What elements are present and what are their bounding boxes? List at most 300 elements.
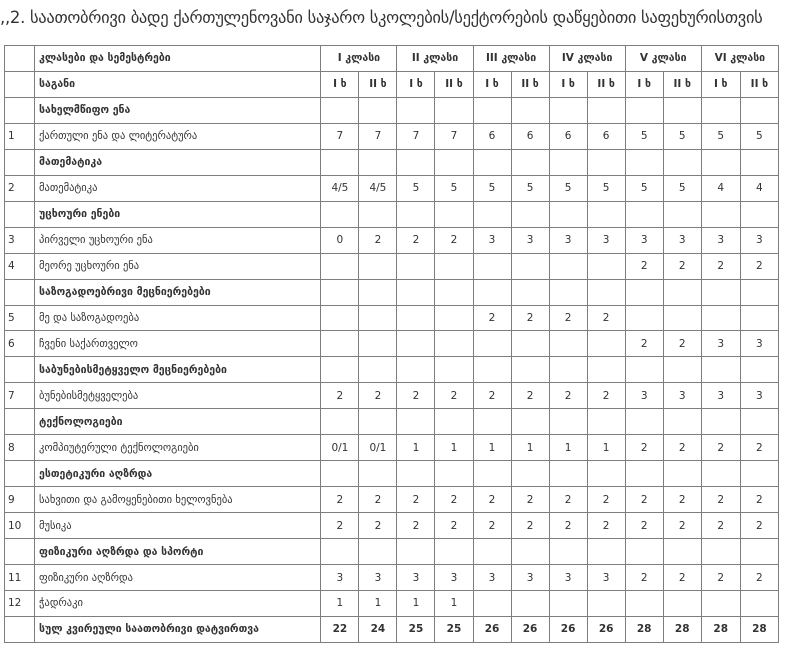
hours-cell: 2 xyxy=(701,435,740,461)
hours-cell: 28 xyxy=(663,616,701,642)
hours-cell: 3 xyxy=(321,565,359,591)
empty-cell xyxy=(740,409,778,435)
hours-cell xyxy=(435,253,473,279)
row-number-cell xyxy=(5,279,35,305)
semester-header: II ხ xyxy=(359,71,397,97)
empty-cell xyxy=(625,539,663,565)
section-label: საბუნებისმეტყველო მეცნიერებები xyxy=(35,357,321,383)
hours-cell: 2 xyxy=(511,383,549,409)
hours-cell: 2 xyxy=(701,253,740,279)
row-number-cell: 1 xyxy=(5,123,35,149)
hours-cell: 2 xyxy=(397,383,435,409)
subject-name: მეორე უცხოური ენა xyxy=(35,253,321,279)
empty-cell xyxy=(663,539,701,565)
hours-cell: 26 xyxy=(587,616,625,642)
empty-cell xyxy=(359,539,397,565)
row-number-cell: 4 xyxy=(5,253,35,279)
total-row xyxy=(5,616,779,642)
empty-cell xyxy=(549,201,587,227)
empty-cell xyxy=(359,461,397,487)
hours-cell: 26 xyxy=(473,616,511,642)
hours-cell: 1 xyxy=(359,591,397,617)
row-number-cell xyxy=(5,97,35,123)
hours-cell: 5 xyxy=(663,123,701,149)
hours-cell: 1 xyxy=(435,591,473,617)
row-number-cell: 2 xyxy=(5,175,35,201)
hours-cell: 2 xyxy=(701,513,740,539)
hours-cell: 2 xyxy=(549,513,587,539)
row-number-cell xyxy=(5,409,35,435)
hours-cell xyxy=(435,305,473,331)
section-row xyxy=(5,409,779,435)
hours-cell xyxy=(549,253,587,279)
hours-cell: 2 xyxy=(625,435,663,461)
hours-cell: 2 xyxy=(511,487,549,513)
empty-cell xyxy=(587,97,625,123)
hours-cell: 5 xyxy=(473,175,511,201)
hours-cell xyxy=(701,591,740,617)
empty-cell xyxy=(359,357,397,383)
empty-cell xyxy=(359,279,397,305)
hours-cell: 3 xyxy=(587,565,625,591)
hours-cell: 2 xyxy=(511,305,549,331)
hours-cell: 3 xyxy=(511,565,549,591)
subject-row xyxy=(5,305,779,331)
empty-cell xyxy=(663,409,701,435)
empty-cell xyxy=(397,461,435,487)
hours-cell xyxy=(663,305,701,331)
row-number-cell: 3 xyxy=(5,227,35,253)
subject-row xyxy=(5,565,779,591)
hours-cell: 7 xyxy=(359,123,397,149)
hours-cell: 2 xyxy=(740,435,778,461)
empty-cell xyxy=(701,201,740,227)
empty-cell xyxy=(473,97,511,123)
hours-cell: 2 xyxy=(740,513,778,539)
empty-cell xyxy=(473,357,511,383)
empty-cell xyxy=(587,279,625,305)
hours-cell xyxy=(321,305,359,331)
hours-cell: 26 xyxy=(549,616,587,642)
grade-header-6: VI კლასი xyxy=(701,46,778,72)
section-row xyxy=(5,149,779,175)
empty-cell xyxy=(435,149,473,175)
empty-cell xyxy=(740,201,778,227)
hours-cell: 3 xyxy=(625,383,663,409)
empty-cell xyxy=(625,149,663,175)
section-label: ესთეტიკური აღზრდა xyxy=(35,461,321,487)
hours-cell: 5 xyxy=(701,123,740,149)
empty-cell xyxy=(435,357,473,383)
hours-cell: 0/1 xyxy=(359,435,397,461)
hours-cell xyxy=(321,253,359,279)
semester-header: II ხ xyxy=(740,71,778,97)
empty-cell xyxy=(663,201,701,227)
hours-cell: 3 xyxy=(663,383,701,409)
subject-row xyxy=(5,513,779,539)
hours-cell: 5 xyxy=(625,175,663,201)
empty-cell xyxy=(511,461,549,487)
hours-cell: 4 xyxy=(740,175,778,201)
empty-cell xyxy=(587,357,625,383)
hours-cell: 3 xyxy=(701,227,740,253)
row-number-cell: 7 xyxy=(5,383,35,409)
empty-cell xyxy=(625,409,663,435)
empty-cell xyxy=(321,461,359,487)
semester-header: I ხ xyxy=(321,71,359,97)
subject-name: კომპიუტერული ტექნოლოგიები xyxy=(35,435,321,461)
hours-cell xyxy=(663,591,701,617)
empty-cell xyxy=(321,409,359,435)
section-label: საზოგადოებრივი მეცნიერებები xyxy=(35,279,321,305)
empty-cell xyxy=(663,461,701,487)
hours-cell: 0/1 xyxy=(321,435,359,461)
empty-cell xyxy=(397,97,435,123)
empty-cell xyxy=(359,97,397,123)
hours-cell: 2 xyxy=(587,513,625,539)
grade-header-1: I კლასი xyxy=(321,46,397,72)
grade-header-5: V კლასი xyxy=(625,46,701,72)
hours-cell xyxy=(511,253,549,279)
empty-cell xyxy=(549,357,587,383)
semester-header: II ხ xyxy=(663,71,701,97)
hours-cell: 3 xyxy=(625,227,663,253)
hours-cell: 2 xyxy=(701,565,740,591)
hours-cell xyxy=(397,331,435,357)
hours-cell: 6 xyxy=(511,123,549,149)
empty-cell xyxy=(740,539,778,565)
empty-cell xyxy=(740,279,778,305)
hours-cell: 3 xyxy=(740,227,778,253)
empty-cell xyxy=(435,201,473,227)
header-empty-cell xyxy=(5,46,35,72)
hours-cell: 2 xyxy=(740,487,778,513)
empty-cell xyxy=(397,539,435,565)
hours-cell: 26 xyxy=(511,616,549,642)
hours-cell: 2 xyxy=(549,487,587,513)
header-subject-label: საგანი xyxy=(35,71,321,97)
hours-cell: 2 xyxy=(321,383,359,409)
empty-cell xyxy=(359,201,397,227)
hours-cell: 3 xyxy=(435,565,473,591)
section-label: სახელმწიფო ენა xyxy=(35,97,321,123)
empty-cell xyxy=(701,149,740,175)
subject-row xyxy=(5,253,779,279)
row-number-cell: 8 xyxy=(5,435,35,461)
hours-cell: 2 xyxy=(359,383,397,409)
hours-grid-table xyxy=(4,45,779,643)
hours-cell: 1 xyxy=(321,591,359,617)
hours-cell xyxy=(359,331,397,357)
hours-cell xyxy=(359,253,397,279)
subject-row xyxy=(5,227,779,253)
hours-cell: 2 xyxy=(359,513,397,539)
hours-cell: 2 xyxy=(435,513,473,539)
row-number-cell: 10 xyxy=(5,513,35,539)
hours-cell: 2 xyxy=(321,487,359,513)
hours-cell: 3 xyxy=(473,227,511,253)
section-row xyxy=(5,461,779,487)
subject-name: სახვითი და გამოყენებითი ხელოვნება xyxy=(35,487,321,513)
section-label: ფიზიკური აღზრდა და სპორტი xyxy=(35,539,321,565)
empty-cell xyxy=(473,461,511,487)
hours-cell: 5 xyxy=(625,123,663,149)
hours-cell: 2 xyxy=(587,305,625,331)
semester-header: I ხ xyxy=(549,71,587,97)
hours-cell: 2 xyxy=(435,487,473,513)
hours-cell: 2 xyxy=(587,487,625,513)
subject-row xyxy=(5,487,779,513)
hours-cell: 5 xyxy=(435,175,473,201)
empty-cell xyxy=(397,201,435,227)
section-row xyxy=(5,201,779,227)
empty-cell xyxy=(625,279,663,305)
empty-cell xyxy=(663,357,701,383)
hours-cell xyxy=(473,591,511,617)
subject-row xyxy=(5,123,779,149)
hours-cell: 6 xyxy=(587,123,625,149)
empty-cell xyxy=(740,357,778,383)
empty-cell xyxy=(587,539,625,565)
empty-cell xyxy=(740,461,778,487)
subject-name: ბუნებისმეტყველება xyxy=(35,383,321,409)
empty-cell xyxy=(435,409,473,435)
empty-cell xyxy=(701,539,740,565)
hours-cell: 3 xyxy=(740,383,778,409)
empty-cell xyxy=(397,357,435,383)
hours-cell xyxy=(625,305,663,331)
semester-header: II ხ xyxy=(587,71,625,97)
row-number-cell xyxy=(5,149,35,175)
empty-cell xyxy=(397,279,435,305)
hours-cell: 2 xyxy=(549,383,587,409)
empty-cell xyxy=(397,149,435,175)
hours-cell: 2 xyxy=(397,513,435,539)
empty-cell xyxy=(740,97,778,123)
hours-cell: 2 xyxy=(359,487,397,513)
total-label: სულ კვირეული საათობრივი დატვირთვა xyxy=(35,616,321,642)
header-empty-cell xyxy=(5,71,35,97)
row-number-cell xyxy=(5,357,35,383)
hours-cell: 5 xyxy=(663,175,701,201)
hours-cell xyxy=(549,331,587,357)
empty-cell xyxy=(359,409,397,435)
hours-cell: 2 xyxy=(473,383,511,409)
subject-name: ჭადრაკი xyxy=(35,591,321,617)
empty-cell xyxy=(740,149,778,175)
empty-cell xyxy=(511,149,549,175)
hours-cell: 3 xyxy=(701,383,740,409)
section-row xyxy=(5,539,779,565)
section-row xyxy=(5,279,779,305)
hours-cell: 7 xyxy=(397,123,435,149)
hours-cell: 2 xyxy=(663,253,701,279)
hours-cell: 7 xyxy=(321,123,359,149)
header-row-semesters xyxy=(5,71,779,97)
hours-cell: 2 xyxy=(587,383,625,409)
hours-cell: 5 xyxy=(549,175,587,201)
hours-cell xyxy=(625,591,663,617)
hours-cell: 2 xyxy=(435,383,473,409)
hours-cell: 2 xyxy=(740,565,778,591)
empty-cell xyxy=(435,539,473,565)
hours-cell: 2 xyxy=(663,435,701,461)
empty-cell xyxy=(435,461,473,487)
subject-row xyxy=(5,331,779,357)
header-row-grades xyxy=(5,46,779,72)
empty-cell xyxy=(701,279,740,305)
empty-cell xyxy=(701,97,740,123)
semester-header: II ხ xyxy=(435,71,473,97)
hours-cell xyxy=(397,253,435,279)
empty-cell xyxy=(397,409,435,435)
subject-name: ფიზიკური აღზრდა xyxy=(35,565,321,591)
hours-cell: 28 xyxy=(740,616,778,642)
hours-cell xyxy=(473,253,511,279)
empty-cell xyxy=(473,149,511,175)
empty-cell xyxy=(587,409,625,435)
hours-cell xyxy=(397,305,435,331)
hours-cell: 2 xyxy=(625,513,663,539)
page-title: ,,2. საათობრივი ბადე ქართულენოვანი საჯარო სკოლების/სექტორების დაწყებითი საფეხურისთვის xyxy=(0,8,763,27)
empty-cell xyxy=(625,201,663,227)
semester-header: I ხ xyxy=(701,71,740,97)
hours-cell: 2 xyxy=(473,487,511,513)
hours-cell: 2 xyxy=(625,487,663,513)
empty-cell xyxy=(663,97,701,123)
empty-cell xyxy=(549,149,587,175)
hours-cell: 2 xyxy=(625,565,663,591)
hours-cell: 6 xyxy=(473,123,511,149)
hours-cell: 2 xyxy=(511,513,549,539)
empty-cell xyxy=(625,97,663,123)
grade-header-2: II კლასი xyxy=(397,46,473,72)
empty-cell xyxy=(663,279,701,305)
section-label: ტექნოლოგიები xyxy=(35,409,321,435)
hours-cell: 2 xyxy=(625,253,663,279)
subject-row xyxy=(5,383,779,409)
empty-cell xyxy=(701,461,740,487)
row-number-cell: 9 xyxy=(5,487,35,513)
row-number-cell xyxy=(5,616,35,642)
hours-cell: 28 xyxy=(701,616,740,642)
subject-name: მე და საზოგადოება xyxy=(35,305,321,331)
hours-cell: 4/5 xyxy=(321,175,359,201)
subject-row xyxy=(5,435,779,461)
row-number-cell xyxy=(5,539,35,565)
empty-cell xyxy=(321,201,359,227)
empty-cell xyxy=(587,149,625,175)
empty-cell xyxy=(511,279,549,305)
hours-cell xyxy=(587,331,625,357)
hours-cell: 3 xyxy=(740,331,778,357)
hours-cell: 22 xyxy=(321,616,359,642)
grade-header-3: III კლასი xyxy=(473,46,549,72)
empty-cell xyxy=(701,357,740,383)
hours-cell: 28 xyxy=(625,616,663,642)
hours-cell: 2 xyxy=(473,513,511,539)
hours-cell: 4 xyxy=(701,175,740,201)
empty-cell xyxy=(549,279,587,305)
empty-cell xyxy=(473,539,511,565)
hours-cell: 3 xyxy=(587,227,625,253)
row-number-cell xyxy=(5,461,35,487)
hours-cell: 2 xyxy=(663,487,701,513)
row-number-cell: 5 xyxy=(5,305,35,331)
empty-cell xyxy=(435,97,473,123)
subject-name: მათემატიკა xyxy=(35,175,321,201)
empty-cell xyxy=(321,357,359,383)
hours-cell xyxy=(435,331,473,357)
hours-cell: 5 xyxy=(397,175,435,201)
hours-cell xyxy=(473,331,511,357)
table-body xyxy=(5,46,779,643)
hours-cell: 2 xyxy=(663,331,701,357)
empty-cell xyxy=(511,357,549,383)
subject-name: ჩვენი საქართველო xyxy=(35,331,321,357)
hours-cell: 2 xyxy=(625,331,663,357)
empty-cell xyxy=(321,97,359,123)
semester-header: I ხ xyxy=(625,71,663,97)
empty-cell xyxy=(435,279,473,305)
hours-cell: 2 xyxy=(359,227,397,253)
empty-cell xyxy=(321,149,359,175)
empty-cell xyxy=(473,201,511,227)
hours-cell: 2 xyxy=(397,227,435,253)
hours-cell: 5 xyxy=(511,175,549,201)
row-number-cell: 12 xyxy=(5,591,35,617)
row-number-cell: 11 xyxy=(5,565,35,591)
hours-cell: 3 xyxy=(701,331,740,357)
empty-cell xyxy=(701,409,740,435)
hours-cell: 7 xyxy=(435,123,473,149)
hours-cell: 4/5 xyxy=(359,175,397,201)
hours-cell: 3 xyxy=(549,565,587,591)
empty-cell xyxy=(549,409,587,435)
hours-cell xyxy=(740,305,778,331)
hours-cell: 24 xyxy=(359,616,397,642)
empty-cell xyxy=(321,539,359,565)
empty-cell xyxy=(549,539,587,565)
hours-cell: 1 xyxy=(397,591,435,617)
hours-cell: 2 xyxy=(663,513,701,539)
row-number-cell xyxy=(5,201,35,227)
empty-cell xyxy=(587,201,625,227)
hours-cell: 2 xyxy=(701,487,740,513)
hours-cell: 2 xyxy=(435,227,473,253)
hours-cell: 6 xyxy=(549,123,587,149)
empty-cell xyxy=(359,149,397,175)
hours-cell: 3 xyxy=(549,227,587,253)
empty-cell xyxy=(663,149,701,175)
hours-cell: 1 xyxy=(435,435,473,461)
empty-cell xyxy=(473,279,511,305)
hours-cell: 1 xyxy=(473,435,511,461)
hours-cell: 5 xyxy=(587,175,625,201)
subject-name: მუსიკა xyxy=(35,513,321,539)
hours-cell: 25 xyxy=(397,616,435,642)
hours-cell xyxy=(587,253,625,279)
hours-cell: 5 xyxy=(740,123,778,149)
hours-cell: 2 xyxy=(549,305,587,331)
section-label: მათემატიკა xyxy=(35,149,321,175)
semester-header: I ხ xyxy=(397,71,435,97)
subject-row xyxy=(5,591,779,617)
section-label: უცხოური ენები xyxy=(35,201,321,227)
hours-cell: 1 xyxy=(587,435,625,461)
hours-cell: 1 xyxy=(511,435,549,461)
empty-cell xyxy=(321,279,359,305)
